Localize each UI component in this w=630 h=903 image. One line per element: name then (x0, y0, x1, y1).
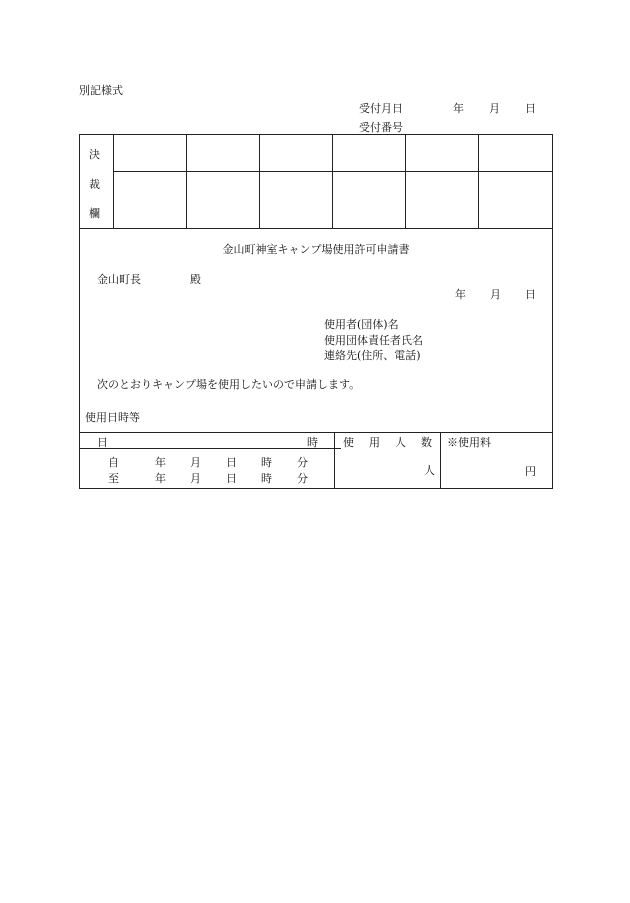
approval-cell[interactable] (333, 135, 405, 171)
fee-unit: 円 (525, 465, 536, 478)
receipt-day: 日 (525, 102, 536, 115)
receipt-number-label: 受付番号 (359, 121, 403, 134)
receipt-month: 月 (489, 102, 500, 115)
approval-cell[interactable] (333, 172, 405, 228)
approval-cell[interactable] (479, 172, 552, 228)
to-minute: 分 (297, 472, 308, 485)
from-day: 日 (226, 456, 237, 469)
table-header-time: 時 (307, 436, 318, 449)
approval-cell[interactable] (114, 172, 186, 228)
approval-label-char: 裁 (89, 178, 100, 191)
table-header-day: 日 (97, 436, 108, 449)
from-year: 年 (155, 456, 166, 469)
approval-label-char: 欄 (89, 207, 100, 220)
from-minute: 分 (297, 456, 308, 469)
receipt-year: 年 (453, 102, 464, 115)
page-title: 金山町神室キャンプ場使用許可申請書 (222, 243, 410, 256)
approval-cell[interactable] (187, 135, 259, 171)
from-month: 月 (190, 456, 201, 469)
body-text: 次のとおりキャンプ場を使用したいので申請します。 (97, 378, 361, 391)
approval-cell[interactable] (406, 172, 478, 228)
usage-table-divider (334, 432, 335, 489)
applicant-user-label: 使用者(団体)名 (324, 318, 399, 331)
table-header-people-char: 使 (343, 436, 354, 449)
people-unit: 人 (424, 464, 435, 477)
addressee-honorific: 殿 (190, 273, 201, 286)
section-label: 使用日時等 (85, 411, 140, 424)
approval-cell[interactable] (187, 172, 259, 228)
to-label: 至 (108, 472, 119, 485)
to-day: 日 (226, 472, 237, 485)
application-year: 年 (455, 288, 466, 301)
table-header-people-char: 人 (395, 436, 406, 449)
approval-cell[interactable] (260, 135, 332, 171)
from-label: 自 (108, 456, 119, 469)
table-header-fee: ※使用料 (447, 436, 491, 449)
usage-table-divider (79, 448, 341, 449)
approval-cell[interactable] (479, 135, 552, 171)
receipt-date-label: 受付月日 (359, 102, 403, 115)
from-hour: 時 (261, 456, 272, 469)
approval-cell[interactable] (406, 135, 478, 171)
application-month: 月 (490, 288, 501, 301)
applicant-rep-label: 使用団体責任者氏名 (324, 334, 423, 347)
addressee-name: 金山町長 (97, 273, 141, 286)
approval-cell[interactable] (114, 135, 186, 171)
approval-cell[interactable] (260, 172, 332, 228)
application-day: 日 (525, 288, 536, 301)
applicant-contact-label: 連絡先(住所、電話) (324, 349, 421, 362)
table-header-people-char: 用 (369, 436, 380, 449)
usage-table-divider (440, 432, 441, 489)
form-label: 別記様式 (79, 84, 123, 97)
table-header-people-char: 数 (421, 436, 432, 449)
to-year: 年 (155, 472, 166, 485)
approval-label-char: 決 (89, 148, 100, 161)
to-hour: 時 (261, 472, 272, 485)
to-month: 月 (190, 472, 201, 485)
